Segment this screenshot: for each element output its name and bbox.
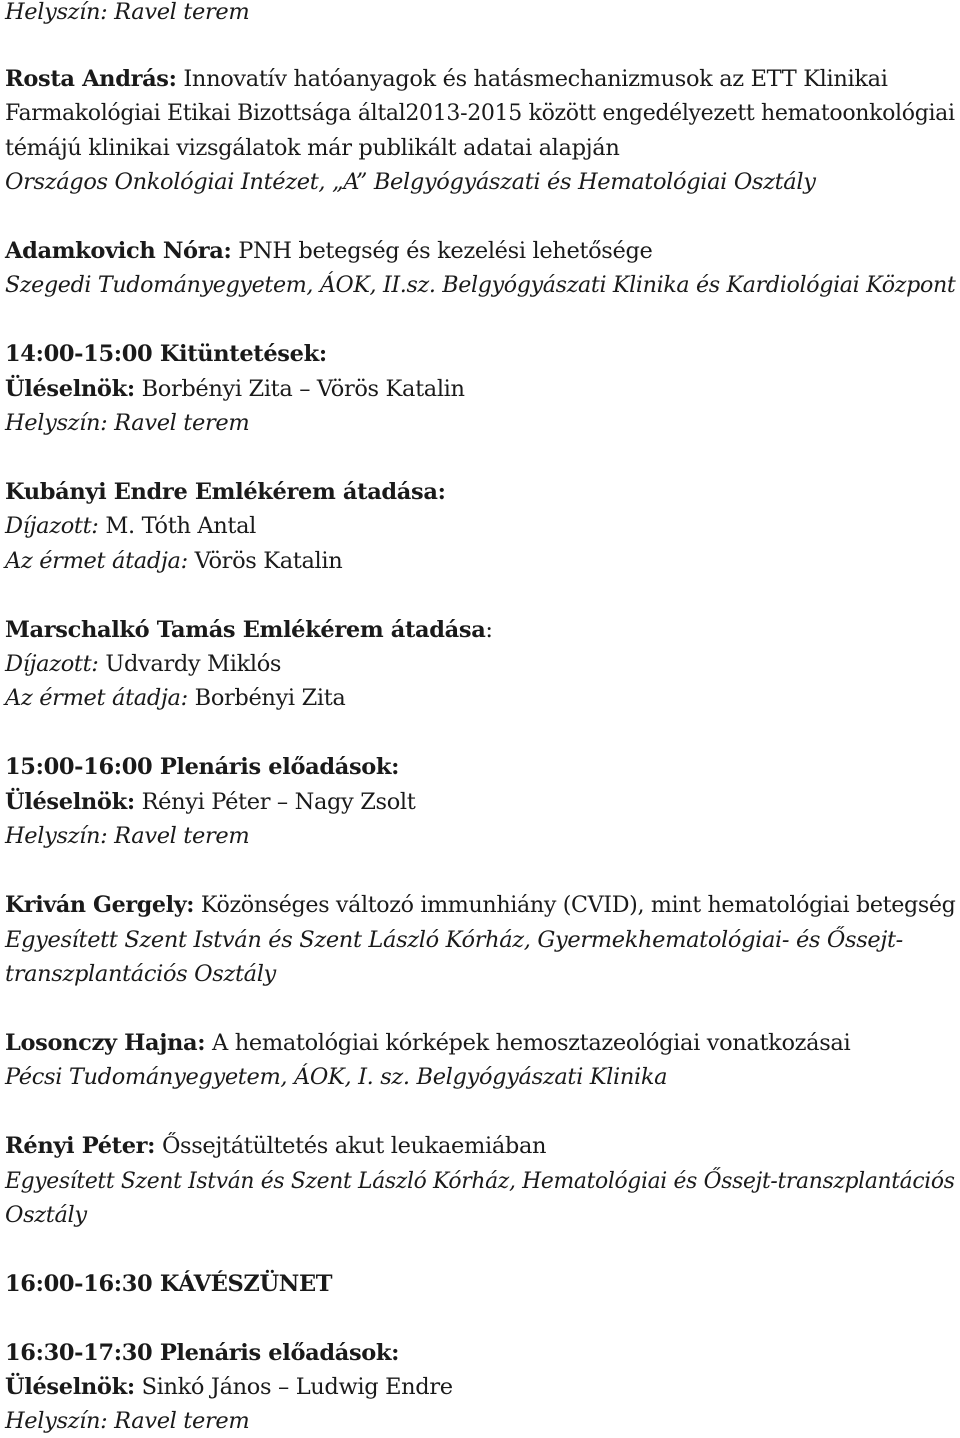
award-title-colon: : bbox=[485, 617, 493, 643]
chairs-names: Rényi Péter – Nagy Zsolt bbox=[134, 789, 416, 815]
presenter-name: Vörös Katalin bbox=[187, 548, 343, 574]
chairs-label: Üléselnök: bbox=[5, 1374, 135, 1400]
affiliation-line: Pécsi Tudományegyetem, ÁOK, I. sz. Belgyógyászati Klinika bbox=[5, 1064, 668, 1090]
speaker-name: Kriván Gergely: bbox=[5, 892, 195, 918]
talk-title: Közönséges változó immunhiány (CVID), mint hematológiai betegség bbox=[194, 892, 956, 918]
affiliation-line: Országos Onkológiai Intézet, „A” Belgyógyászati és Hematológiai Osztály bbox=[5, 169, 816, 195]
talk-title-line bbox=[5, 890, 955, 920]
awardee-line bbox=[5, 511, 256, 541]
talk-title: Innovatív hatóanyagok és hatásmechanizmusok az ETT Klinikai bbox=[176, 66, 888, 92]
awardee-label: Díjazott: bbox=[5, 513, 99, 539]
talk-title-line bbox=[5, 1028, 850, 1058]
talk-title: Őssejtátültetés akut leukaemiában bbox=[155, 1133, 547, 1159]
session-heading: 15:00-16:00 Plenáris előadások: bbox=[5, 754, 400, 780]
presenter-line bbox=[5, 546, 342, 576]
coffee-break-heading: 16:00-16:30 KÁVÉSZÜNET bbox=[5, 1271, 333, 1297]
session-heading: 14:00-15:00 Kitüntetések: bbox=[5, 341, 327, 367]
talk-title-line bbox=[5, 64, 888, 94]
affiliation-line: Egyesített Szent István és Szent László Kórház, Gyermekhematológiai- és Őssejt- bbox=[5, 927, 903, 953]
venue-line: Helyszín: Ravel terem bbox=[5, 1408, 250, 1434]
speaker-name: Losonczy Hajna: bbox=[5, 1030, 206, 1056]
affiliation-line: Szegedi Tudományegyetem, ÁOK, II.sz. Belgyógyászati Klinika és Kardiológiai Központ bbox=[5, 272, 956, 298]
talk-title: PNH betegség és kezelési lehetősége bbox=[231, 238, 653, 264]
talk-title-line: Farmakológiai Etikai Bizottsága által2013-2015 között engedélyezett hematoonkológiai bbox=[5, 100, 955, 126]
awardee-name: M. Tóth Antal bbox=[98, 513, 257, 539]
award-title: Kubányi Endre Emlékérem átadása: bbox=[5, 479, 446, 505]
affiliation-line: Osztály bbox=[5, 1202, 87, 1228]
awardee-name: Udvardy Miklós bbox=[98, 651, 282, 677]
presenter-label: Az érmet átadja: bbox=[5, 685, 188, 711]
chairs-names: Sinkó János – Ludwig Endre bbox=[134, 1374, 453, 1400]
chairs-line bbox=[5, 1372, 453, 1402]
awardee-line bbox=[5, 649, 281, 679]
talk-title-line bbox=[5, 1131, 546, 1161]
speaker-name: Rényi Péter: bbox=[5, 1133, 156, 1159]
chairs-label: Üléselnök: bbox=[5, 789, 135, 815]
affiliation-line: Egyesített Szent István és Szent László Kórház, Hematológiai és Őssejt-transzplantációs bbox=[5, 1168, 955, 1194]
presenter-label: Az érmet átadja: bbox=[5, 548, 188, 574]
session-heading: 16:30-17:30 Plenáris előadások: bbox=[5, 1340, 400, 1366]
talk-title-line bbox=[5, 236, 652, 266]
presenter-name: Borbényi Zita bbox=[187, 685, 346, 711]
talk-title-line: témájú klinikai vizsgálatok már publikált adatai alapján bbox=[5, 135, 620, 161]
affiliation-line: transzplantációs Osztály bbox=[5, 961, 276, 987]
presenter-line bbox=[5, 683, 345, 713]
chairs-line bbox=[5, 787, 415, 817]
chairs-label: Üléselnök: bbox=[5, 376, 135, 402]
venue-line: Helyszín: Ravel terem bbox=[5, 410, 250, 436]
chairs-line bbox=[5, 374, 465, 404]
award-title: Marschalkó Tamás Emlékérem átadása bbox=[5, 617, 486, 643]
speaker-name: Rosta András: bbox=[5, 66, 177, 92]
talk-title: A hematológiai kórképek hemosztazeológiai vonatkozásai bbox=[205, 1030, 851, 1056]
speaker-name: Adamkovich Nóra: bbox=[5, 238, 232, 264]
chairs-names: Borbényi Zita – Vörös Katalin bbox=[134, 376, 465, 402]
venue-line: Helyszín: Ravel terem bbox=[5, 0, 250, 25]
awardee-label: Díjazott: bbox=[5, 651, 99, 677]
venue-line: Helyszín: Ravel terem bbox=[5, 823, 250, 849]
award-title-line bbox=[5, 615, 493, 645]
